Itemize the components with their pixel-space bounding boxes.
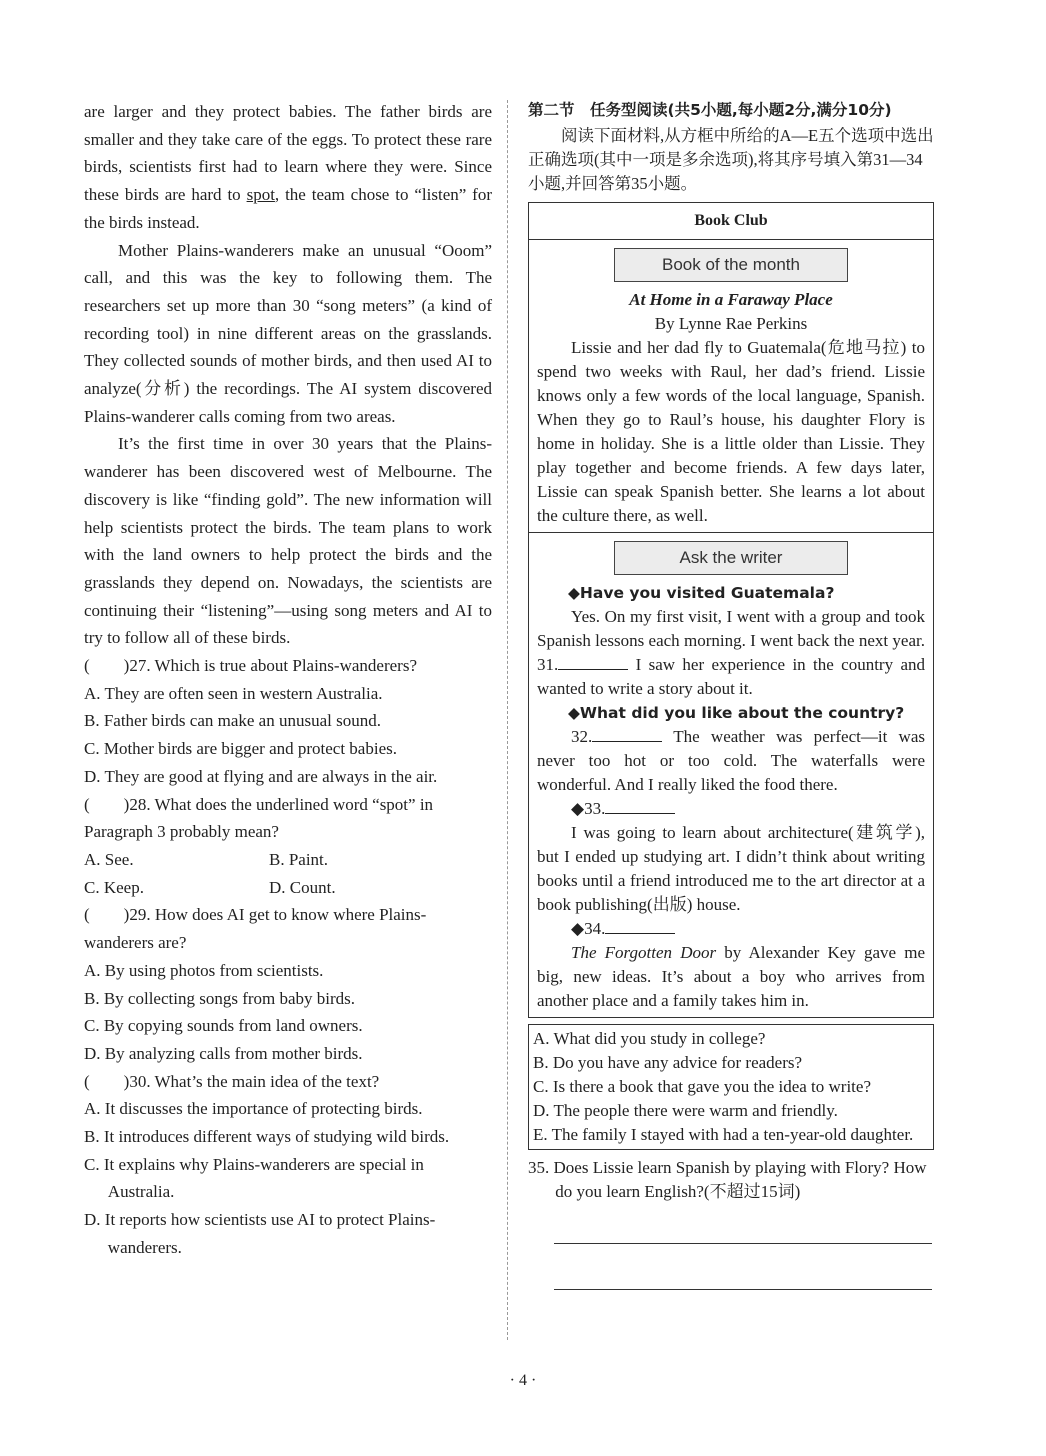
blank-34[interactable] <box>605 917 675 934</box>
qa2-question: ◆What did you like about the country? <box>568 704 905 722</box>
answer-line-2[interactable] <box>554 1288 932 1290</box>
qa2-answer: 32. The weather was perfect—it was never too hot or too cold. The waterfalls were wonderful. And I really liked the food there. <box>537 727 925 794</box>
book-club-box <box>528 202 934 1018</box>
qa3-question: ◆33. <box>537 797 925 821</box>
q28-option-b[interactable]: B. Paint. <box>269 849 329 869</box>
column-divider <box>507 100 508 1340</box>
q30-option-c[interactable]: C. It explains why Plains-wanderers are special in Australia. <box>84 1154 424 1202</box>
q30-option-d[interactable]: D. It reports how scientists use AI to protect Plains-wanderers. <box>84 1210 436 1257</box>
q27-option-c[interactable]: C. Mother birds are bigger and protect babies. <box>84 739 397 759</box>
book-of-month-banner: Book of the month <box>614 248 848 282</box>
option-d[interactable]: D. The people there were warm and friendly. <box>533 1101 838 1120</box>
book-of-month-section <box>529 240 933 532</box>
answer-line-1[interactable] <box>554 1242 932 1244</box>
q29-option-c[interactable]: C. By copying sounds from land owners. <box>84 1016 363 1036</box>
book-summary: Lissie and her dad fly to Guatemala(危地马拉) to spend two weeks with Raul, her dad’s friend. Lissie knows only a few words of the local language, Spanish. When they go to Raul’s house, his daughter Flory is home in holiday. She is a little older than Lissie. They play together and become friends. A few days later, Lissie can speak Spanish better. She learns a lot about the culture there, as well. <box>537 338 925 525</box>
q28-options-row-2 <box>84 874 492 902</box>
section-title: 第二节 任务型阅读(共5小题,每小题2分,满分10分) <box>528 101 892 119</box>
q29-option-b[interactable]: B. By collecting songs from baby birds. <box>84 988 356 1008</box>
question-29: ( )29. How does AI get to know where Plains-wanderers are? <box>84 905 427 953</box>
ask-writer-banner: Ask the writer <box>614 541 848 575</box>
book-club-title: Book Club <box>529 203 933 240</box>
q27-option-d[interactable]: D. They are good at flying and are always in the air. <box>84 766 438 786</box>
q28-option-d[interactable]: D. Count. <box>269 877 336 897</box>
blank-32[interactable] <box>592 725 662 742</box>
option-c[interactable]: C. Is there a book that gave you the idea to write? <box>533 1077 871 1096</box>
question-27: ( )27. Which is true about Plains-wanderers? <box>84 656 417 676</box>
question-30: ( )30. What’s the main idea of the text? <box>84 1071 380 1091</box>
qa4-question: ◆34. <box>537 917 925 941</box>
blank-33[interactable] <box>605 797 675 814</box>
book-title: At Home in a Faraway Place <box>629 290 833 309</box>
page-number: · 4 · <box>509 1372 537 1389</box>
qa1-answer: Yes. On my first visit, I went with a group and took Spanish lessons each morning. I went back the next year. 31. I saw her experience in the country and wanted to write a story about it. <box>537 607 925 698</box>
question-35: 35. Does Lissie learn Spanish by playing with Flory? How do you learn English?(不超过15词) <box>528 1158 927 1201</box>
option-a[interactable]: A. What did you study in college? <box>533 1029 766 1048</box>
underlined-word-spot: spot <box>246 185 275 205</box>
paragraph-3: It’s the first time in over 30 years that the Plains-wanderer has been discovered west of Melbourne. The discovery is like “finding gold”. The new information will help scientists protect the birds. The team plans to work with the land owners to help protect the birds and the grasslands they depend on. Nowadays, the scientists are continuing their “listening”—using song meters and AI to try to follow all of these birds. <box>84 434 492 648</box>
question-28: ( )28. What does the underlined word “spot” in Paragraph 3 probably mean? <box>84 794 434 842</box>
q27-option-b[interactable]: B. Father birds can make an unusual sound. <box>84 711 381 731</box>
q28-option-a[interactable]: A. See. <box>84 849 134 869</box>
q30-option-a[interactable]: A. It discusses the importance of protecting birds. <box>84 1099 423 1119</box>
qa4-book-title: The Forgotten Door <box>571 943 717 962</box>
q28-option-c[interactable]: C. Keep. <box>84 877 144 897</box>
left-column <box>84 98 492 1262</box>
options-box <box>528 1024 934 1150</box>
section-instructions: 阅读下面材料,从方框中所给的A—E五个选项中选出正确选项(其中一项是多余选项),将其序号填入第31—34小题,并回答第35小题。 <box>528 126 934 193</box>
q28-options-row-1 <box>84 846 492 874</box>
qa4-answer: The Forgotten Door by Alexander Key gave me big, new ideas. It’s about a boy who arrives from another place and a family takes him in. <box>537 943 925 1010</box>
paragraph-1: are larger and they protect babies. The father birds are smaller and they take care of the eggs. To protect these rare birds, scientists first had to learn where they were. Since these birds are hard to spot, the team chose to “listen” for the birds instead. <box>84 102 492 232</box>
paragraph-2: Mother Plains-wanderers make an unusual “Ooom” call, and this was the key to following them. The researchers set up more than 30 “song meters” (a kind of recording tool) in nine different areas on the grasslands. They collected sounds of mother birds, and then used AI to analyze(分析) the recordings. The AI system discovered Plains-wanderer calls coming from two areas. <box>84 240 492 426</box>
blank-31[interactable] <box>558 653 628 670</box>
option-e[interactable]: E. The family I stayed with had a ten-year-old daughter. <box>533 1125 914 1144</box>
q29-option-a[interactable]: A. By using photos from scientists. <box>84 960 324 980</box>
book-author: By Lynne Rae Perkins <box>654 314 808 333</box>
qa3-answer: I was going to learn about architecture(建筑学), but I ended up studying art. I didn’t think about writing books until a friend introduced me to the art director at a book publishing(出版) house. <box>537 823 925 914</box>
ask-writer-section <box>529 532 933 1017</box>
right-column <box>528 98 934 1290</box>
qa1-question: ◆Have you visited Guatemala? <box>568 584 835 602</box>
q30-option-b[interactable]: B. It introduces different ways of studying wild birds. <box>84 1127 450 1147</box>
option-b[interactable]: B. Do you have any advice for readers? <box>533 1053 803 1072</box>
q27-option-a[interactable]: A. They are often seen in western Australia. <box>84 683 383 703</box>
q29-option-d[interactable]: D. By analyzing calls from mother birds. <box>84 1043 363 1063</box>
